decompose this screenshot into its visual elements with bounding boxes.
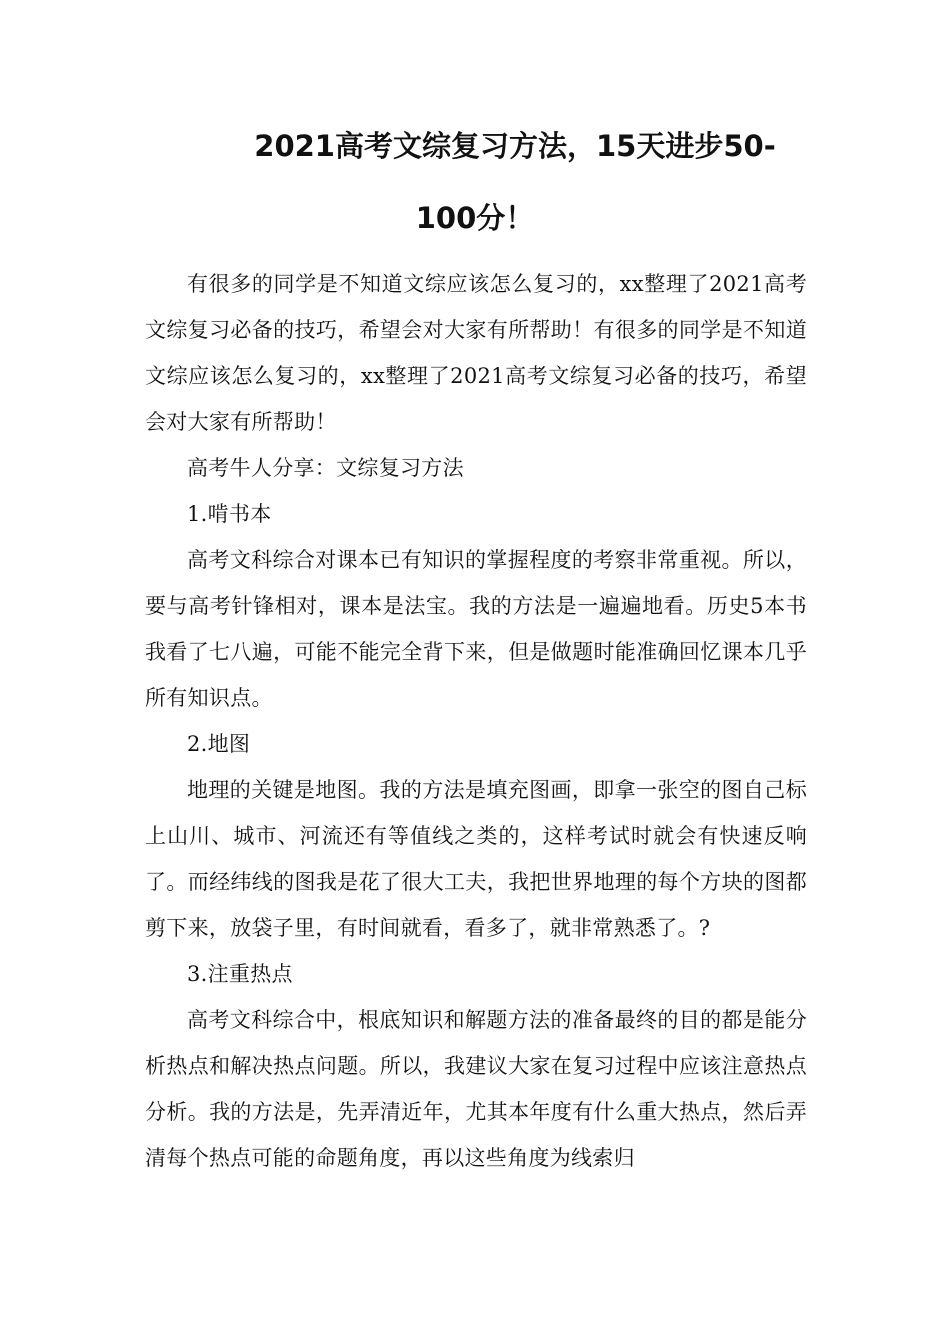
section-heading-1: 1.啃书本 (187, 502, 272, 526)
paragraph-section-1: 高考文科综合对课本已有知识的掌握程度的考察非常重视。所以，要与高考针锋相对，课本是法宝。我的方法是一遍遍地看。历史5本书我看了七八遍，可能不能完全背下来，但是做题时能准确回忆课本几乎所有知识点。 (145, 548, 807, 710)
title-line-2: 100分！ (415, 201, 535, 235)
section-heading-3: 3.注重热点 (187, 962, 293, 986)
document-body (145, 261, 807, 1181)
paragraph-subheading: 高考牛人分享：文综复习方法 (187, 456, 464, 480)
paragraph-section-2: 地理的关键是地图。我的方法是填充图画，即拿一张空的图自己标上山川、城市、河流还有等值线之类的，这样考试时就会有快速反响了。而经纬线的图我是花了很大工夫，我把世界地理的每个方块的图都剪下来，放袋子里，有时间就看，看多了，就非常熟悉了。? (145, 778, 807, 940)
title-line-1: 2021高考文综复习方法，15天进步50- (254, 129, 776, 163)
paragraph-intro: 有很多的同学是不知道文综应该怎么复习的，xx整理了2021高考文综复习必备的技巧，希望会对大家有所帮助！有很多的同学是不知道文综应该怎么复习的，xx整理了2021高考文综复习必备的技巧，希望会对大家有所帮助！ (145, 272, 807, 434)
section-heading-2: 2.地图 (187, 732, 251, 756)
paragraph-section-3: 高考文科综合中，根底知识和解题方法的准备最终的目的都是能分析热点和解决热点问题。所以，我建议大家在复习过程中应该注意热点分析。我的方法是，先弄清近年，尤其本年度有什么重大热点，然后弄清每个热点可能的命题角度，再以这些角度为线索归 (145, 1008, 807, 1170)
